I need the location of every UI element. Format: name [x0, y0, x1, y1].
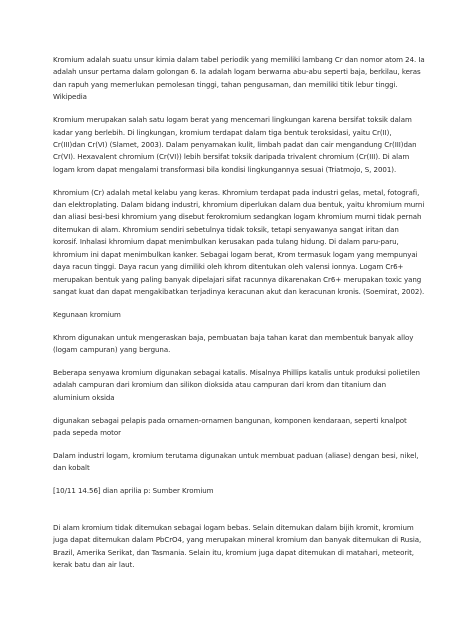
paragraph-kromium-sources: Di alam kromium tidak ditemukan sebagai logam bebas. Selain ditemukan dalam bijih kromit, kromium juga dapat ditemukan dalam PbCrO4, yang merupakan mineral kromium dan banyak ditemukan di Rusia, Brazil, Amerika Serikat, dan Tasmania. Selain itu, kromium juga dapat ditemukan di matahari, meteorit, kerak batu dan air laut.	[53, 522, 422, 569]
paragraph-use-steel: Khrom digunakan untuk mengeraskan baja, pembuatan baja tahan karat dan membentuk banyak alloy (logam campuran) yang berguna.	[53, 332, 414, 355]
paragraph-use-coating: digunakan sebagai pelapis pada ornamen-ornamen bangunan, komponen kendaraan, seperti knalpot pada sepeda motor	[53, 415, 407, 438]
paragraph-kromium-pollution: Kromium merupakan salah satu logam berat yang mencemari lingkungan karena bersifat toksik dalam kadar yang berlebih. Di lingkungan, kromium terdapat dalam tiga bentuk teroksidasi, yaitu Cr(II), Cr(III)dan Cr(VI) (Slamet, 2003). Dalam penyamakan kulit, limbah padat dan cair mengandung Cr(III)dan Cr(VI). Hexavalent chromium (Cr(VI)) lebih bersifat toksik daripada trivalent chromium (Cr(III). Di alam logam krom dapat mengalami transformasi bila kondisi lingkungannya sesuai (Triatmojo, S, 2001).	[53, 115, 417, 174]
section-heading-kegunaan: Kegunaan kromium	[53, 309, 121, 319]
paragraph-use-alloy: Dalam industri logam, kromium terutama digunakan untuk membuat paduan (aliase) dengan besi, nikel, dan kobalt	[53, 451, 419, 473]
paragraph-kromium-definition: Kromium adalah suatu unsur kimia dalam tabel periodik yang memiliki lambang Cr dan nomor atom 24. Ia adalah unsur pertama dalam golongan 6. Ia adalah logam berwarna abu-abu seperti baja, berkilau, keras dan rapuh yang memerlukan pemolesan tinggi, tahan pengusaman, dan memiliki titik lebur tinggi. Wikipedia	[53, 55, 425, 102]
chat-source-line: [10/11 14.56] dian aprilia p: Sumber Kromium	[53, 486, 214, 496]
paragraph-khromium-industry: Khromium (Cr) adalah metal kelabu yang keras. Khromium terdapat pada industri gelas, metal, fotografi, dan elektroplating. Dalam bidang industri, khromium diperlukan dalam dua bentuk, yaitu khromium murni dan aliasi besi-besi khromium yang disebut ferokromium sedangkan logam khromium murni tidak pernah ditemukan di alam. Khromium sendiri sebetulnya tidak toksik, tetapi senyawanya sangat iritan dan korosif. Inhalasi khromium dapat menimbulkan kerusakan pada tulang hidung. Di dalam paru-paru, khromium ini dapat menimbulkan kanker. Sebagai logam berat, Krom termasuk logam yang mempunyai daya racun tinggi. Daya racun yang dimiliki oleh khrom ditentukan oleh valensi ionnya. Logam Cr6+ merupakan bentuk yang paling banyak dipelajari sifat racunnya dikarenakan Cr6+ merupakan toxic yang sangat kuat dan dapat mengakibatkan terjadinya keracunan akut dan keracunan kronis. (Soemirat, 2002).	[53, 187, 425, 296]
paragraph-use-catalyst: Beberapa senyawa kromium digunakan sebagai katalis. Misalnya Phillips katalis untuk produksi polietilen adalah campuran dari kromium dan silikon dioksida atau campuran dari krom dan titanium dan aluminium oksida	[53, 368, 420, 402]
document-page	[53, 54, 425, 582]
